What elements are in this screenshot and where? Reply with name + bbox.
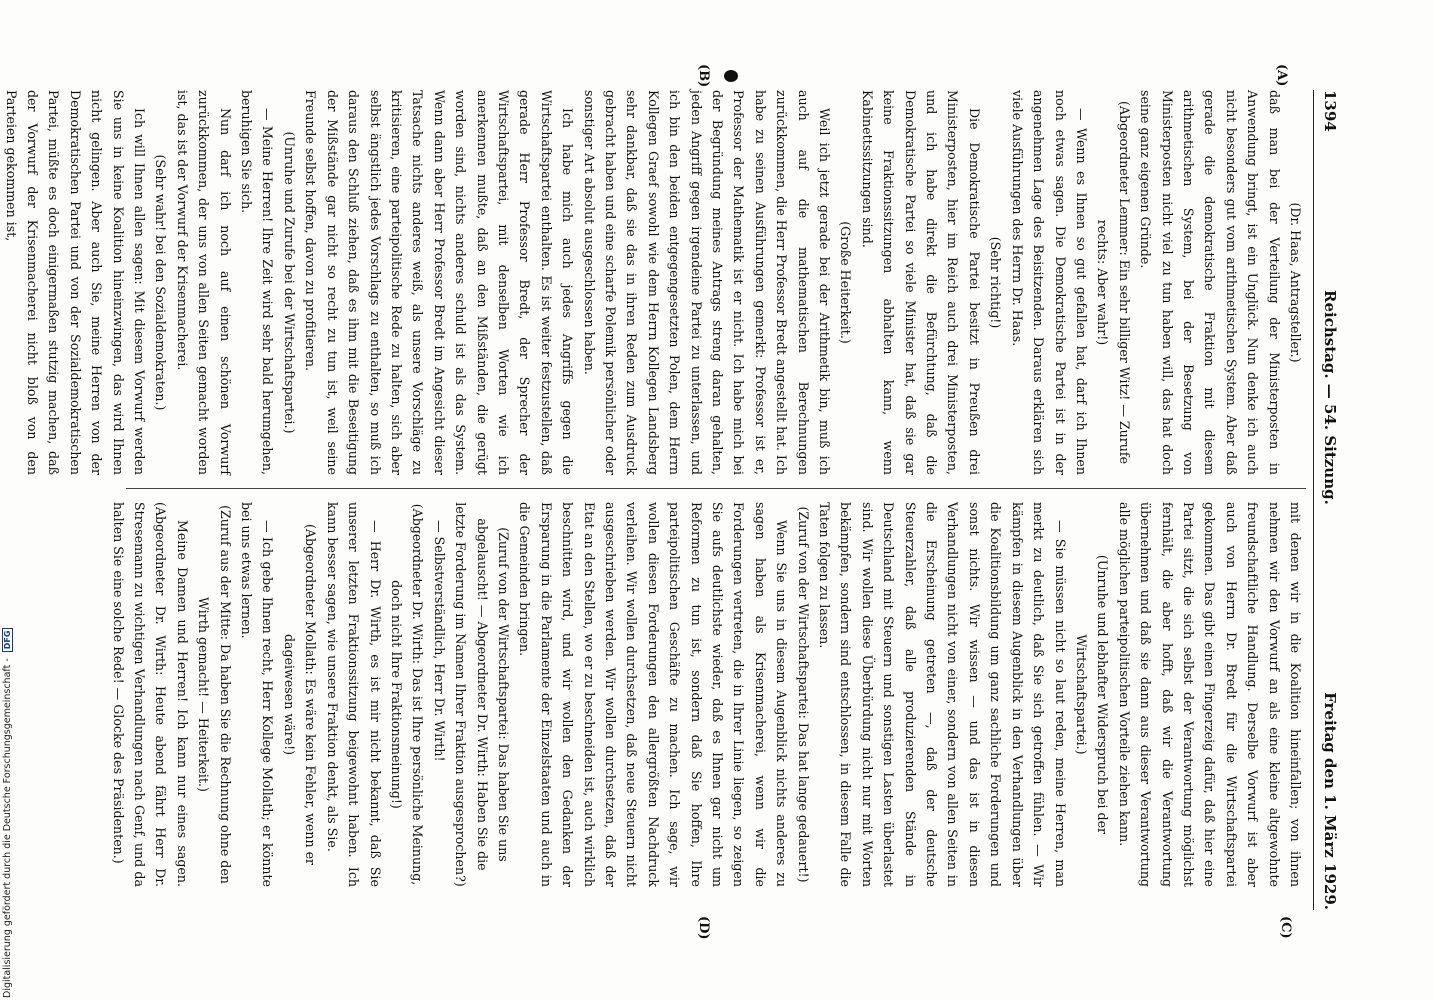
paragraph: Ich will Ihnen allen sagen: Mit diesem Vorwurf werden Sie uns in keine Koalition hineinzwingen, das wird Ihnen nicht gelingen. Aber auch Sie, meine Herren von der Demokratischen Partei und von der Sozialdemokratischen Partei, müßte es doch einigermaßen stutzig machen, daß der Vorwurf der Krisenmacherei nicht bloß von den Parteien gekommen ist, — [3, 90, 148, 475]
digitization-credit — [2, 578, 16, 998]
paragraph: — Wenn es Ihnen so gut gefallen hat, darf ich Ihnen noch etwas sagen. Die Demokratische Partei ist in der angenehmen Lage des Beisitzenden. Daraus erklären sich viele Ausführungen des Herrn Dr. Haas. — [1009, 90, 1089, 475]
session-title: Reichstag. — 54. Sitzung. — [1321, 290, 1339, 505]
right-column — [110, 502, 1306, 887]
paragraph: Meine Damen und Herren! Ich kann nur eines sagen. (Abgeordneter Dr. Wirth: Heute abend fährt Herr Dr. Stresemann zu wichtigen Verhandlungen nach Genf, und da halten Sie eine solche Rede! — Glocke des Präsidenten.) — [110, 502, 190, 887]
left-column — [3, 90, 1306, 475]
interjection: (Große Heiterkeit.) — [838, 221, 854, 344]
paragraph: — Herr Dr. Wirth, es ist mir nicht bekannt, daß Sie unserer letzten Fraktionssitzung beigewohnt haben. Ich kann besser sagen, wie unsere Fraktion denkt, als Sie. — [324, 502, 383, 887]
paragraph: Nun darf ich noch auf einen schönen Vorwurf zurückkommen, der uns von allen Seiten gemacht worden ist, das ist der Vorwurf der Krisenmacherei. — [174, 90, 233, 475]
paragraph: Weil ich jetzt gerade bei der Arithmetik bin, muß ich auch auf die mathematischen Berechnungen zurückkommen, die Herr Professor Bredt angestellt hat. Ich habe zu seinen Ausführungen gemerkt: Professor ist er, Professor der Mathematik ist er nicht. Ich habe mich bei der Begründung meines Antrags streng daran gehalten, jeden Angriff gegen irgendeine Partei zu unterlassen, und ich bin den beiden entgegengesetzten Polen, dem Herrn Kollegen Graef sowohl wie dem Herrn Kollegen Landsberg sehr dankbar, daß sie das in ihren Reden zum Ausdruck gebracht haben und eine scharfe Polemik persönlicher oder sonstiger Art absolut ausgeschlossen haben. — [581, 90, 833, 475]
header-rule — [1313, 90, 1314, 910]
running-head — [1316, 90, 1340, 910]
paragraph: — Sie müssen nicht so laut reden, meine Herren, man merkt zu deutlich, daß Sie sich getroffen fühlen. — Wir kämpfen in diesem Augenblick in den Verhandlungen über die Koalitionsbildung um ganz sachliche Forderungen und sonst nichts. Wir wissen — und das ist in diesen Verhandlungen nicht von einer, sondern von allen Seiten in die Erscheinung getreten —, daß der deutsche Steuerzahler, daß alle produzierenden Stände in Deutschland mit Steuern und sonstigen Lasten überlastet sind. Wir wollen diese Überbürdung nicht nur mit Worten bekämpfen, sondern sind entschlossen, in diesem Falle die Taten folgen zu lassen. — [817, 502, 1068, 887]
paragraph: — Selbstverständlich, Herr Dr. Wirth! — [431, 520, 447, 762]
interjection: (Unruhe und Zurufe bei der Wirtschaftspartei.) — [281, 131, 297, 434]
paragraph: daß man bei der Verteilung der Ministerposten in Anwendung bringt, ist ein Unglück. Nun denke ich auch nicht besonders gut vom arithmetischen System. Aber daß gerade die demokratische Fraktion mit diesem arithmetischen System, bei der Besetzung von Ministerposten nicht viel zu tun haben will, das hat doch seine ganz eigenen Gründe. — [1138, 90, 1282, 475]
margin-letter-c: (C) — [1278, 916, 1293, 939]
margin-letter-d: (D) — [696, 916, 711, 940]
paragraph: Wenn Sie uns in diesem Augenblick nichts anderes zu sagen haben als Krisenmacherei, wenn wir die Forderungen vertreten, die in Ihrer Linie liegen, so zeigen Sie aufs deutlichste wieder, daß es Ihnen gar nicht um Reformen zu tun ist, sondern daß Sie hoffen, Ihre parteipolitischen Geschäfte zu machen. Ich sage, wir wollen diesen Forderungen den allergrößten Nachdruck verleihen. Wir wollen durchsetzen, daß neue Steuern nicht ausgeschrieben werden. Wir wollen durchsetzen, daß der Etat an den Stellen, wo er zu beschneiden ist, auch wirklich beschnitten wird, und wir wollen den Gedanken der Ersparung in die Parlamente der Einzelstaaten und auch in die Gemeinden bringen. — [517, 502, 790, 887]
dfg-logo: DFG — [2, 628, 13, 653]
credit-text: Digitalisierung gefördert durch die Deutsche Forschungsgemeinschaft - — [2, 658, 13, 998]
ink-blot-mark — [724, 70, 738, 82]
speaker-line: (Dr. Haas, Antragsteller.) — [1288, 202, 1303, 363]
interjection: (Sehr wahr! bei den Sozialdemokraten.) — [153, 154, 169, 411]
paragraph: Die Demokratische Partei besitzt in Preußen drei Ministerposten, hier im Reich auch drei Ministerposten, und ich habe direkt die Befürchtung, daß die Demokratische Partei so viele Minister hat, daß sie gar keine Fraktionssitzungen abhalten kann, wenn Kabinettssitzungen sind. — [859, 90, 982, 475]
paragraph: Ich habe mich auch jedes Angriffs gegen die Wirtschaftspartei enthalten. Es ist weiter festzustellen, daß gerade Herr Professor Bredt, der Sprecher der Wirtschaftspartei, mit denselben Worten wie ich anerkennen mußte, daß an den Mißständen, die gerügt worden sind, nichts anderes schuld ist als das System. Wenn dann aber Herr Professor Bredt im Angesicht dieser Tatsache nichts anderes weiß, als unsere Vorschläge zu kritisieren, eine parteipolitische Rede zu halten, sich aber selbst ängstlich jedes Vorschlags zu enthalten, so muß ich daraus den Schluß ziehen, daß es ihm mit die Beseitigung der Mißstände gar nicht so recht zu tun ist, weil seine Freunde selbst hoffen, davon zu profitieren. — [303, 90, 576, 475]
paragraph: — Meine Herren! Ihre Zeit wird sehr bald herumgehen, beruhigen Sie sich. — [239, 90, 276, 475]
interjection: (Sehr richtig!) — [988, 236, 1004, 329]
session-date: Freitag den 1. März 1929. — [1321, 692, 1339, 910]
column-rule — [126, 488, 1306, 489]
page-number: 1394 — [1321, 90, 1339, 132]
interjection: (Unruhe und lebhafter Widerspruch bei der Wirtschaftspartei.) — [1073, 554, 1111, 835]
interjection: (Abgeordneter Mollath: Es wäre kein Fehler, wenn er dageiwesen wäre!) — [281, 523, 319, 866]
interjection: (Zuruf von der Wirtschaftspartei: Das hat lange gedauert!) — [795, 506, 811, 883]
interjection: (Abgeordneter Dr. Wirth: Das ist Ihre persönliche Meinung, doch nicht Ihre Fraktionsmeinung!) — [388, 503, 426, 886]
interjection: (Abgeordneter Lemmer: Ein sehr billiger Witz! — Zurufe rechts: Aber wahr!) — [1095, 100, 1132, 465]
paragraph: mit denen wir in die Koalition hineinfallen; von ihnen nehmen wir den Vorwurf an als eine kleine altgewohnte freundschaftliche Handlung. Derselbe Vorwurf ist aber auch von Herrn Dr. Bredt für die Wirtschaftspartei gekommen. Das gibt einen Fingerzeig dafür, daß hier eine Partei sitzt, die sich selbst der Verantwortung möglichst fernhält, die aber hofft, daß wir die Verantwortung übernehmen und daß sie dann aus dieser Verantwortung alle möglichen parteipolitischen Vorteile ziehen kann. — [1116, 502, 1303, 887]
interjection: (Zuruf aus der Mitte: Da haben Sie die Rechnung ohne den Wirth gemacht! — Heiterkeit.) — [196, 505, 233, 884]
margin-letter-a: (A) — [1274, 64, 1289, 87]
paragraph: — Ich gebe Ihnen recht, Herr Kollege Mollath; er könnte bei uns etwas lernen. — [239, 502, 276, 887]
margin-letter-b: (B) — [696, 64, 711, 88]
interjection: (Zuruf von der Wirtschaftspartei: Das haben Sie uns abgelauscht! — Abgeordneter Dr. Wirth: Haben Sie die letzte Forderung im Namen Ihrer Fraktion ausgesprochen?) — [453, 502, 511, 887]
